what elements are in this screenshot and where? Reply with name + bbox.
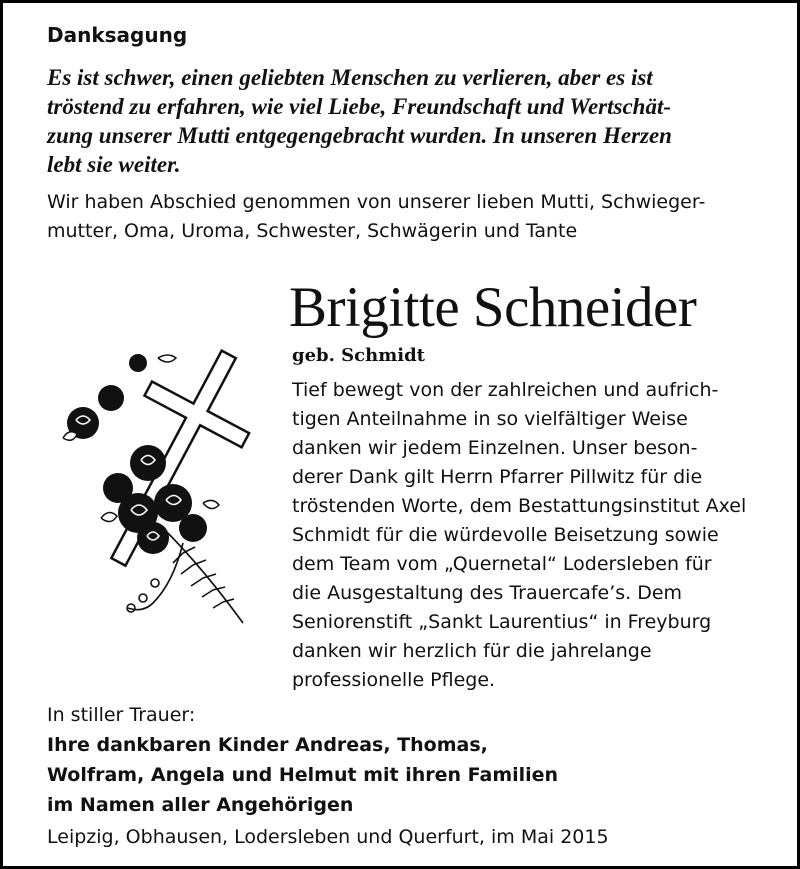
intro-line: Wir haben Abschied genommen von unserer lieben Mutti, Schwieger- [47, 191, 706, 213]
mourners-list [47, 730, 558, 820]
intro-line: mutter, Oma, Uroma, Schwester, Schwägerin und Tante [47, 220, 578, 242]
thanks-line: Tief bewegt von der zahlreichen und aufrich- [292, 379, 719, 401]
thanks-line: Schmidt für die würdevolle Beisetzung sowie [292, 524, 719, 546]
thanks-line: tröstenden Worte, dem Bestattungsinstitut Axel [292, 495, 747, 517]
quote-line: Es ist schwer, einen geliebten Menschen zu verlieren, aber es ist [47, 65, 653, 90]
mourners-line: Ihre dankbaren Kinder Andreas, Thomas, [47, 734, 488, 756]
place-date-footer: Leipzig, Obhausen, Lodersleben und Querfurt, im Mai 2015 [47, 826, 609, 848]
mourning-label: In stiller Trauer: [47, 704, 196, 726]
mourners-line: Wolfram, Angela und Helmut mit ihren Familien [47, 764, 559, 786]
quote-line: zung unserer Mutti entgegengebracht wurden. In unseren Herzen [47, 123, 672, 148]
mourners-line: im Namen aller Angehörigen [47, 794, 354, 816]
thanks-line: professionelle Pflege. [292, 669, 496, 691]
quote-block [47, 63, 767, 179]
quote-line: lebt sie weiter. [47, 152, 181, 177]
quote-line: tröstend zu erfahren, wie viel Liebe, Freundschaft und Wertschät- [47, 94, 672, 119]
thanks-line: danken wir herzlich für die jahrelange [292, 640, 652, 662]
notice-heading: Danksagung [47, 23, 188, 47]
thanks-line: danken wir jedem Einzelnen. Unser beson- [292, 437, 698, 459]
thanks-line: derer Dank gilt Herrn Pfarrer Pillwitz für die [292, 466, 703, 488]
deceased-name: Brigitte Schneider [289, 276, 697, 339]
cross-with-roses-icon [43, 328, 273, 638]
thanks-line: die Ausgestaltung des Trauercafe’s. Dem [292, 582, 683, 604]
thanks-line: tigen Anteilnahme in so vielfältiger Weise [292, 408, 688, 430]
birth-name: geb. Schmidt [292, 345, 425, 366]
thanks-text [292, 376, 772, 695]
thanks-line: dem Team vom „Quernetal“ Lodersleben für [292, 553, 712, 575]
intro-text [47, 188, 767, 246]
thanks-line: Seniorenstift „Sankt Laurentius“ in Freyburg [292, 611, 712, 633]
